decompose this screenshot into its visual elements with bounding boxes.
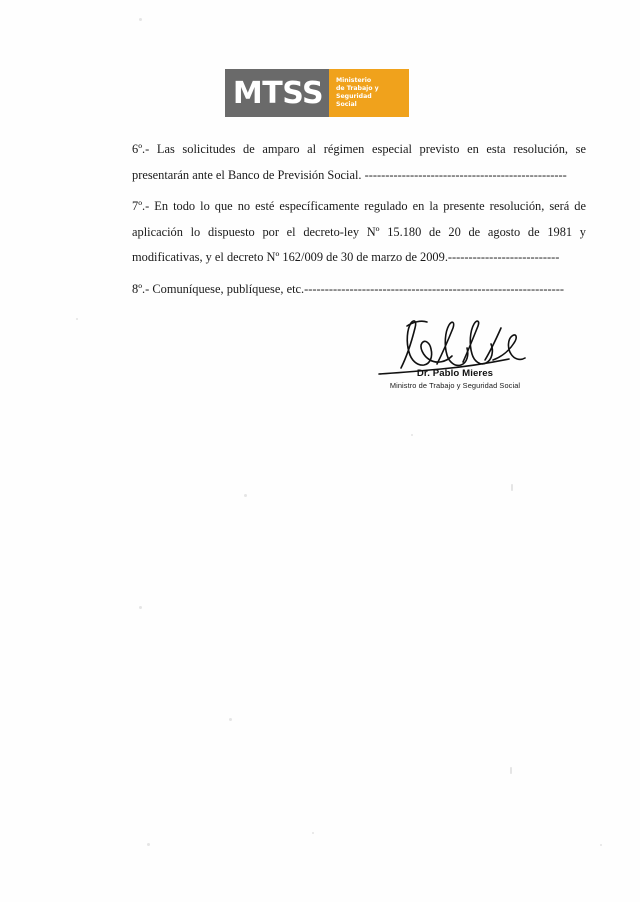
scan-speck (312, 832, 314, 834)
paragraph-8: 8º.- Comuníquese, publíquese, etc.--------------------------------------------------------------- (132, 281, 565, 296)
scan-speck (139, 606, 142, 609)
signature-block (355, 318, 555, 390)
scan-speck (229, 718, 232, 721)
mtss-logo-line-3: Seguridad (336, 93, 372, 100)
scan-speck (510, 767, 512, 774)
mtss-logo-line-1: Ministerio (336, 76, 372, 84)
signature-icon (367, 316, 547, 378)
document-body (132, 137, 586, 302)
scan-speck (411, 434, 413, 436)
signer-name: Dr. Pablo Mieres (416, 368, 494, 379)
scan-speck (244, 494, 247, 497)
scan-speck (511, 484, 513, 491)
handwritten-signature (355, 318, 555, 374)
mtss-logo (225, 69, 409, 117)
scan-speck (139, 18, 142, 21)
paragraph-7: 7º.- En todo lo que no esté específicamente regulado en la presente resolución, será de aplicación lo dispuesto por el decreto-ley Nº 15.180 de 20 de agosto de 1981 y modificativas, y el decreto Nº 162/009 de 30 de marzo de 2009.--------------------------- (132, 199, 586, 264)
scan-speck (147, 843, 150, 846)
scan-speck (600, 844, 602, 846)
mtss-logo-text (336, 77, 379, 110)
scan-speck (76, 318, 78, 320)
mtss-logo-line-4: Social (336, 101, 357, 109)
mtss-logo-mark: MTSS (225, 69, 329, 117)
signer-title: Ministro de Trabajo y Seguridad Social (389, 381, 521, 390)
mtss-logo-line-2: de Trabajo y (336, 84, 379, 92)
mtss-logo-bar (329, 69, 409, 117)
paragraph-6: 6º.- Las solicitudes de amparo al régimen especial previsto en esta resolución, se presentarán ante el Banco de Previsión Social. ------------------------------------------------- (132, 142, 586, 182)
